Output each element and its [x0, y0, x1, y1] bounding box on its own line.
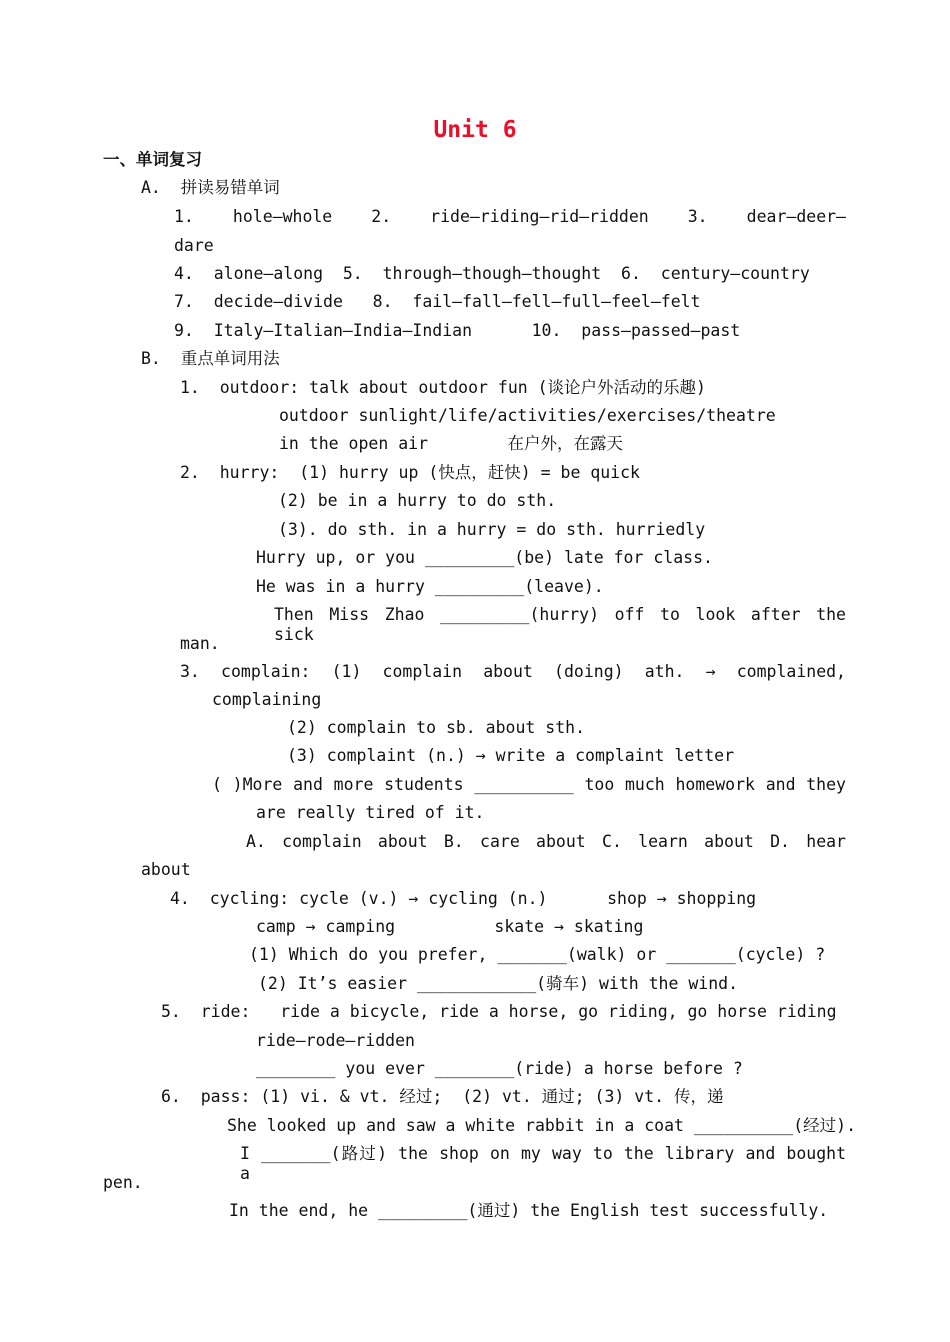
- part-a-line: dare: [174, 236, 214, 255]
- part-b-line: 6. pass: (1) vi. & vt. 经过; (2) vt. 通过; (3) vt. 传，递: [161, 1087, 724, 1106]
- part-a-heading: A. 拼读易错单词: [141, 178, 280, 197]
- part-b-line: I _______(路过) the shop on my way to the library and bought a: [240, 1144, 846, 1183]
- part-b-line: in the open air 在户外，在露天: [279, 434, 623, 453]
- part-b-line: 1. outdoor: talk about outdoor fun (谈论户外活动的乐趣): [180, 378, 706, 397]
- part-b-line: camp → camping skate → skating: [256, 917, 644, 936]
- part-b-line: Then Miss Zhao _________(hurry) off to look after the sick: [274, 605, 846, 644]
- part-b-line: ( )More and more students __________ too much homework and they: [212, 775, 846, 794]
- part-a-line: 9. Italy—Italian—India—Indian 10. pass—passed—past: [174, 321, 741, 340]
- part-b-line: ride—rode—ridden: [256, 1031, 415, 1050]
- part-b-line: man.: [180, 634, 220, 653]
- part-a-line: 1. hole—whole 2. ride—riding—rid—ridden 3. dear—deer—: [174, 207, 846, 226]
- part-b-line: pen.: [103, 1173, 143, 1192]
- part-b-line: 2. hurry: (1) hurry up (快点，赶快) = be quick: [180, 463, 640, 482]
- part-b-line: (3) complaint (n.) → write a complaint letter: [287, 746, 735, 765]
- part-b-line: She looked up and saw a white rabbit in a coat __________(经过).: [227, 1116, 857, 1135]
- part-b-line: He was in a hurry _________(leave).: [256, 577, 604, 596]
- part-b-line: outdoor sunlight/life/activities/exercises/theatre: [279, 406, 776, 425]
- part-b-line: Hurry up, or you _________(be) late for class.: [256, 548, 713, 567]
- page-title: Unit 6: [433, 117, 517, 143]
- part-b-line: complaining: [212, 690, 322, 709]
- part-b-line: In the end, he _________(通过) the English test successfully.: [229, 1201, 829, 1220]
- part-b-line: (1) Which do you prefer, _______(walk) or _______(cycle) ?: [249, 945, 826, 964]
- part-b-line: (2) be in a hurry to do sth.: [278, 491, 557, 510]
- part-b-line: 4. cycling: cycle (v.) → cycling (n.) shop → shopping: [170, 889, 757, 908]
- part-b-line: (2) It’s easier ____________(骑车) with the wind.: [258, 974, 739, 993]
- part-a-line: 7. decide—divide 8. fail—fall—fell—full—feel—felt: [174, 292, 701, 311]
- part-a-line: 4. alone—along 5. through—though—thought 6. century—country: [174, 264, 810, 283]
- part-b-line: ________ you ever ________(ride) a horse before ?: [256, 1059, 743, 1078]
- part-b-line: about: [141, 860, 191, 879]
- part-b-heading: B. 重点单词用法: [141, 349, 280, 368]
- part-b-line: 3. complain: (1) complain about (doing) ath. → complained,: [180, 662, 846, 681]
- part-b-line: are really tired of it.: [256, 803, 485, 822]
- part-b-line: (3). do sth. in a hurry = do sth. hurriedly: [278, 520, 706, 539]
- part-b-line: (2) complain to sb. about sth.: [287, 718, 586, 737]
- section-heading: 一、单词复习: [103, 150, 202, 169]
- part-b-line: 5. ride: ride a bicycle, ride a horse, go riding, go horse riding: [161, 1002, 837, 1021]
- part-b-line: A. complain about B. care about C. learn about D. hear: [246, 832, 846, 851]
